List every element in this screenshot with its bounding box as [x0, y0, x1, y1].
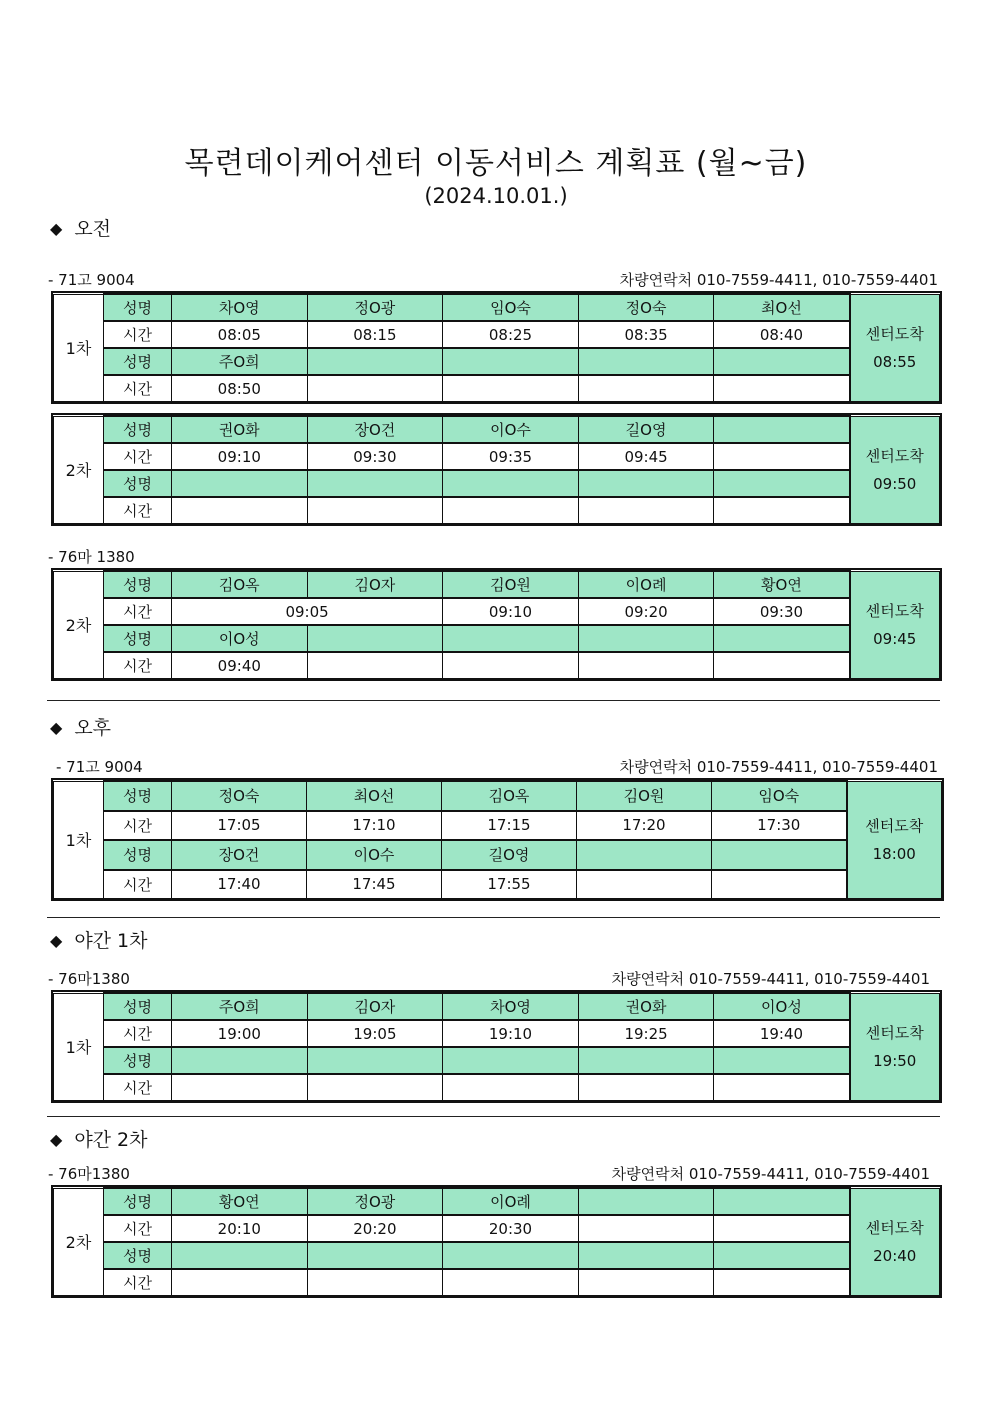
pickup-time — [577, 870, 712, 899]
passenger-name: 이O수 — [443, 416, 579, 443]
pickup-time: 17:20 — [577, 811, 712, 841]
name-row — [54, 625, 940, 652]
passenger-name: 장O건 — [307, 416, 443, 443]
arrival-cell — [847, 781, 942, 899]
name-row-header: 성명 — [104, 571, 172, 598]
time-row-header: 시간 — [104, 652, 172, 678]
pickup-time — [172, 1074, 308, 1100]
name-row-header: 성명 — [104, 1188, 172, 1215]
pickup-time: 08:25 — [443, 321, 579, 348]
schedule-block — [51, 778, 944, 901]
passenger-name — [443, 348, 579, 375]
passenger-name: 주O희 — [172, 348, 308, 375]
section-heading-text: 오후 — [74, 717, 112, 739]
passenger-name — [443, 470, 579, 497]
arrival-label: 센터도착 — [865, 324, 924, 343]
passenger-name: 이O성 — [172, 625, 308, 652]
passenger-name — [714, 1188, 850, 1215]
schedule-table — [53, 293, 940, 402]
time-row — [54, 598, 940, 625]
passenger-name — [714, 625, 850, 652]
round-label: 1차 — [54, 993, 104, 1101]
passenger-name: 김O원 — [443, 571, 579, 598]
diamond-bullet-icon: ◆ — [50, 219, 63, 238]
pickup-time — [714, 652, 850, 678]
section-heading-text: 야간 1차 — [74, 930, 148, 952]
vehicle-label: - 71고 9004 — [56, 758, 143, 776]
diamond-bullet-icon: ◆ — [50, 1130, 63, 1149]
passenger-name: 김O원 — [577, 781, 712, 811]
pickup-time: 09:40 — [172, 652, 308, 678]
passenger-name: 황O연 — [714, 571, 850, 598]
passenger-name — [578, 625, 714, 652]
vehicle-contact: 차량연락처 010-7559-4411, 010-7559-4401 — [619, 758, 938, 776]
passenger-name: 길O영 — [442, 840, 577, 870]
schedule-block — [51, 291, 942, 404]
time-row-header: 시간 — [104, 321, 172, 348]
pickup-time — [578, 497, 714, 523]
passenger-name — [578, 1188, 714, 1215]
pickup-time: 08:15 — [307, 321, 443, 348]
time-row-header: 시간 — [104, 1215, 172, 1242]
name-row — [54, 1188, 940, 1215]
pickup-time — [307, 1074, 443, 1100]
name-row-header: 성명 — [104, 781, 172, 811]
name-row — [54, 348, 940, 375]
time-row — [54, 375, 940, 401]
pickup-time: 17:10 — [307, 811, 442, 841]
name-row — [54, 294, 940, 321]
passenger-name: 김O옥 — [172, 571, 308, 598]
passenger-name: 주O희 — [172, 993, 308, 1020]
time-row — [54, 497, 940, 523]
arrival-cell — [850, 294, 940, 402]
pickup-time — [712, 870, 847, 899]
time-row-header: 시간 — [104, 598, 172, 625]
schedule-table — [53, 1187, 940, 1296]
section-heading-night-2 — [50, 1125, 148, 1152]
passenger-name: 정O광 — [307, 294, 443, 321]
passenger-name: 권O화 — [578, 993, 714, 1020]
pickup-time: 17:55 — [442, 870, 577, 899]
passenger-name — [307, 1242, 443, 1269]
pickup-time — [578, 1269, 714, 1295]
time-row-header: 시간 — [104, 1074, 172, 1100]
passenger-name — [714, 348, 850, 375]
section-heading-text: 야간 2차 — [74, 1129, 148, 1151]
pickup-time — [578, 1074, 714, 1100]
pickup-time — [714, 497, 850, 523]
pickup-time — [307, 497, 443, 523]
name-row-header: 성명 — [104, 416, 172, 443]
passenger-name — [577, 840, 712, 870]
pickup-time: 08:40 — [714, 321, 850, 348]
round-label: 1차 — [54, 294, 104, 402]
section-heading-afternoon — [50, 713, 111, 740]
schedule-table — [53, 992, 940, 1101]
pickup-time: 20:10 — [172, 1215, 308, 1242]
passenger-name: 김O자 — [307, 571, 443, 598]
passenger-name: 임O숙 — [443, 294, 579, 321]
passenger-name: 최O선 — [307, 781, 442, 811]
vehicle-label: - 71고 9004 — [48, 271, 135, 289]
passenger-name — [714, 470, 850, 497]
pickup-time — [714, 375, 850, 401]
pickup-time: 17:45 — [307, 870, 442, 899]
arrival-cell — [850, 571, 940, 679]
time-row-header: 시간 — [104, 870, 172, 899]
passenger-name: 정O숙 — [578, 294, 714, 321]
passenger-name — [578, 1047, 714, 1074]
arrival-cell — [850, 1188, 940, 1296]
name-row — [54, 840, 942, 870]
section-divider — [47, 700, 940, 701]
time-row-header: 시간 — [104, 1269, 172, 1295]
passenger-name — [443, 1242, 579, 1269]
name-row-header: 성명 — [104, 1242, 172, 1269]
name-row — [54, 1047, 940, 1074]
name-row-header: 성명 — [104, 1047, 172, 1074]
section-heading-night-1 — [50, 926, 148, 953]
time-row — [54, 811, 942, 841]
pickup-time: 17:30 — [712, 811, 847, 841]
pickup-time: 09:10 — [443, 598, 579, 625]
vehicle-contact: 차량연락처 010-7559-4411, 010-7559-4401 — [611, 970, 930, 988]
name-row — [54, 781, 942, 811]
passenger-name — [307, 348, 443, 375]
schedule-block — [51, 568, 942, 681]
passenger-name — [172, 1242, 308, 1269]
pickup-time — [307, 652, 443, 678]
time-row — [54, 1269, 940, 1295]
vehicle-contact: 차량연락처 010-7559-4411, 010-7559-4401 — [619, 271, 938, 289]
round-label: 1차 — [54, 781, 104, 899]
pickup-time — [307, 375, 443, 401]
name-row-header: 성명 — [104, 470, 172, 497]
arrival-time: 09:50 — [873, 474, 917, 493]
arrival-label: 센터도착 — [865, 816, 924, 835]
pickup-time: 08:35 — [578, 321, 714, 348]
arrival-label: 센터도착 — [865, 446, 924, 465]
round-label: 2차 — [54, 416, 104, 524]
name-row-header: 성명 — [104, 348, 172, 375]
passenger-name: 최O선 — [714, 294, 850, 321]
pickup-time — [714, 1215, 850, 1242]
pickup-time: 20:20 — [307, 1215, 443, 1242]
pickup-time: 08:50 — [172, 375, 308, 401]
passenger-name — [714, 1242, 850, 1269]
pickup-time: 19:05 — [307, 1020, 443, 1047]
time-row — [54, 870, 942, 899]
pickup-time: 19:25 — [578, 1020, 714, 1047]
passenger-name: 차O영 — [172, 294, 308, 321]
pickup-time — [578, 375, 714, 401]
schedule-block — [51, 413, 942, 526]
pickup-time — [714, 443, 850, 470]
vehicle-contact: 차량연락처 010-7559-4411, 010-7559-4401 — [611, 1165, 930, 1183]
pickup-time-shared: 09:05 — [172, 598, 443, 625]
schedule-block — [51, 1185, 942, 1298]
arrival-cell — [850, 993, 940, 1101]
name-row — [54, 470, 940, 497]
pickup-time — [714, 1269, 850, 1295]
arrival-time: 18:00 — [872, 844, 916, 863]
pickup-time: 09:45 — [578, 443, 714, 470]
round-label: 2차 — [54, 1188, 104, 1296]
pickup-time: 09:35 — [443, 443, 579, 470]
time-row-header: 시간 — [104, 443, 172, 470]
passenger-name: 이O성 — [714, 993, 850, 1020]
arrival-time: 08:55 — [873, 352, 917, 371]
passenger-name: 정O광 — [307, 1188, 443, 1215]
passenger-name — [714, 1047, 850, 1074]
passenger-name: 권O화 — [172, 416, 308, 443]
name-row-header: 성명 — [104, 294, 172, 321]
time-row-header: 시간 — [104, 811, 172, 841]
pickup-time — [443, 1074, 579, 1100]
section-divider — [47, 1116, 940, 1117]
pickup-time: 19:40 — [714, 1020, 850, 1047]
pickup-time — [172, 1269, 308, 1295]
pickup-time — [443, 375, 579, 401]
time-row — [54, 652, 940, 678]
passenger-name: 이O례 — [443, 1188, 579, 1215]
passenger-name: 정O숙 — [172, 781, 307, 811]
arrival-label: 센터도착 — [865, 601, 924, 620]
passenger-name — [578, 348, 714, 375]
passenger-name — [307, 1047, 443, 1074]
arrival-label: 센터도착 — [865, 1218, 924, 1237]
schedule-table — [53, 780, 942, 899]
passenger-name — [578, 470, 714, 497]
name-row-header: 성명 — [104, 993, 172, 1020]
pickup-time: 08:05 — [172, 321, 308, 348]
passenger-name: 임O숙 — [712, 781, 847, 811]
pickup-time: 19:00 — [172, 1020, 308, 1047]
schedule-table — [53, 570, 940, 679]
pickup-time — [172, 497, 308, 523]
passenger-name: 황O연 — [172, 1188, 308, 1215]
name-row — [54, 1242, 940, 1269]
pickup-time: 09:30 — [714, 598, 850, 625]
time-row-header: 시간 — [104, 375, 172, 401]
time-row — [54, 1215, 940, 1242]
pickup-time: 09:30 — [307, 443, 443, 470]
arrival-time: 09:45 — [873, 629, 917, 648]
passenger-name — [307, 470, 443, 497]
section-divider — [47, 917, 940, 918]
passenger-name: 차O영 — [443, 993, 579, 1020]
time-row — [54, 321, 940, 348]
name-row — [54, 571, 940, 598]
vehicle-label: - 76마1380 — [48, 970, 130, 988]
passenger-name: 김O옥 — [442, 781, 577, 811]
pickup-time: 20:30 — [443, 1215, 579, 1242]
time-row — [54, 1074, 940, 1100]
vehicle-label: - 76마1380 — [48, 1165, 130, 1183]
passenger-name: 김O자 — [307, 993, 443, 1020]
name-row — [54, 993, 940, 1020]
name-row-header: 성명 — [104, 840, 172, 870]
passenger-name: 이O수 — [307, 840, 442, 870]
time-row — [54, 1020, 940, 1047]
arrival-time: 19:50 — [873, 1051, 917, 1070]
arrival-label: 센터도착 — [865, 1023, 924, 1042]
pickup-time — [307, 1269, 443, 1295]
passenger-name — [307, 625, 443, 652]
vehicle-label: - 76마 1380 — [48, 548, 135, 566]
passenger-name — [443, 625, 579, 652]
page-date: (2024.10.01.) — [424, 184, 568, 208]
name-row — [54, 416, 940, 443]
pickup-time — [578, 1215, 714, 1242]
passenger-name: 장O건 — [172, 840, 307, 870]
pickup-time — [443, 1269, 579, 1295]
pickup-time: 17:40 — [172, 870, 307, 899]
schedule-block — [51, 990, 942, 1103]
passenger-name — [443, 1047, 579, 1074]
arrival-time: 20:40 — [873, 1246, 917, 1265]
pickup-time: 17:15 — [442, 811, 577, 841]
pickup-time — [578, 652, 714, 678]
name-row-header: 성명 — [104, 625, 172, 652]
diamond-bullet-icon: ◆ — [50, 931, 63, 950]
pickup-time — [443, 652, 579, 678]
pickup-time: 17:05 — [172, 811, 307, 841]
passenger-name — [172, 1047, 308, 1074]
arrival-cell — [850, 416, 940, 524]
pickup-time: 09:20 — [578, 598, 714, 625]
round-label: 2차 — [54, 571, 104, 679]
time-row-header: 시간 — [104, 497, 172, 523]
passenger-name — [712, 840, 847, 870]
passenger-name — [172, 470, 308, 497]
schedule-table — [53, 415, 940, 524]
pickup-time — [714, 1074, 850, 1100]
passenger-name — [714, 416, 850, 443]
passenger-name: 길O영 — [578, 416, 714, 443]
page-title: 목련데이케어센터 이동서비스 계획표 (월~금) — [184, 146, 808, 181]
time-row-header: 시간 — [104, 1020, 172, 1047]
passenger-name — [578, 1242, 714, 1269]
passenger-name: 이O례 — [578, 571, 714, 598]
section-heading-morning — [50, 214, 111, 241]
pickup-time: 19:10 — [443, 1020, 579, 1047]
section-heading-text: 오전 — [74, 218, 112, 240]
diamond-bullet-icon: ◆ — [50, 718, 63, 737]
pickup-time: 09:10 — [172, 443, 308, 470]
time-row — [54, 443, 940, 470]
pickup-time — [443, 497, 579, 523]
